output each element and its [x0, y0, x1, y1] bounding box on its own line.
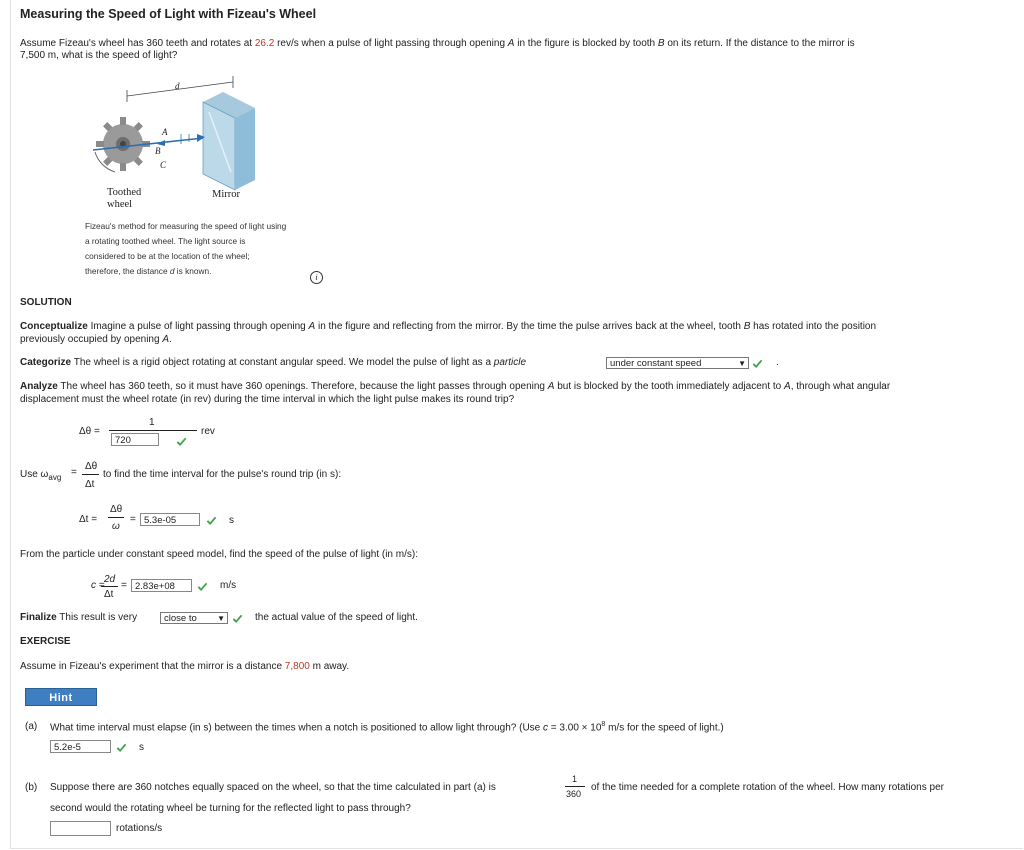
exercise-text: Assume in Fizeau's experiment that the mirror is a distance 7,800 m away.: [20, 661, 350, 672]
dtheta-fraction-bar: [109, 430, 197, 431]
part-a-text: What time interval must elapse (in s) between the times when a notch is positioned to allow light through? (Use $c = 3.00 \times 10^8$ m/s for the speed of light.): [50, 721, 724, 734]
dt-eq: =: [130, 514, 136, 525]
c-frac-num: 2d: [104, 574, 116, 585]
use-omega-label: Use $\omega_{avg}$: [20, 469, 62, 482]
label-a: A: [162, 127, 168, 137]
part-b-fraction-bar: [565, 786, 585, 787]
model-text: From the particle under constant speed model, find the speed of the pulse of light (in m/s):: [20, 549, 418, 560]
finalize-rest: the actual value of the speed of light.: [255, 612, 418, 623]
dt-lhs: Δt =: [79, 514, 98, 525]
checkmark-icon: [116, 742, 127, 753]
omega-fraction-bar: [82, 474, 99, 475]
problem-line-2: 7,500 m, what is the speed of light?: [20, 50, 178, 61]
label-c: C: [160, 160, 167, 170]
checkmark-icon: [206, 515, 217, 526]
part-b-input[interactable]: [50, 821, 111, 836]
part-b-frac-num: 1: [572, 774, 578, 784]
c-lhs: c =: [91, 580, 105, 591]
c-value-input[interactable]: 2.83e+08: [131, 579, 192, 592]
fizeau-figure: [85, 72, 285, 217]
use-omega-text: to find the time interval for the pulse's round trip (in s):: [103, 469, 342, 480]
dtheta-unit: rev: [201, 426, 215, 437]
problem-line-1: Assume Fizeau's wheel has 360 teeth and rotates at 26.2 rev/s when a pulse of light passing through opening A in the figure is blocked by tooth B on its return. If the distance to the mirror is: [20, 38, 855, 49]
part-b-line-2: second would the rotating wheel be turning for the reflected light to pass through?: [50, 803, 411, 814]
label-mirror: Mirror: [212, 189, 240, 200]
categorize-line: Categorize The wheel is a rigid object rotating at constant angular speed. We model the pulse of light as a particle: [20, 357, 527, 368]
dt-frac-num: Δθ: [110, 504, 123, 515]
solution-heading: SOLUTION: [20, 297, 72, 308]
checkmark-icon: [197, 581, 208, 592]
omega-frac-den: Δt: [85, 479, 95, 490]
checkmark-icon: [176, 436, 187, 447]
finalize-line: Finalize This result is very: [20, 612, 138, 623]
label-wheel: wheel: [107, 199, 133, 210]
rotation-rate: 26.2: [254, 38, 275, 49]
chevron-down-icon: ▼: [738, 359, 746, 368]
dtheta-denominator-input[interactable]: 720: [111, 433, 159, 446]
part-b-text-2: of the time needed for a complete rotation of the wheel. How many rotations per: [591, 782, 944, 793]
conceptualize-line-1: Conceptualize Imagine a pulse of light passing through opening A in the figure and reflecting from the mirror. By the time the pulse arrives back at the wheel, tooth B has rotated into the position: [20, 321, 877, 332]
checkmark-icon: [752, 358, 763, 369]
page-title: Measuring the Speed of Light with Fizeau's Wheel: [20, 7, 317, 21]
analyze-line-1: Analyze The wheel has 360 teeth, so it must have 360 openings. Therefore, because the light passes through opening A but is blocked by the tooth immediately adjacent to A, through what angular: [20, 381, 891, 392]
part-a-label: (a): [25, 721, 38, 732]
label-d: d: [175, 81, 180, 91]
conceptualize-line-2: previously occupied by opening A.: [20, 334, 172, 345]
dtheta-numerator: 1: [149, 417, 155, 428]
checkmark-icon: [232, 613, 243, 624]
part-b-label: (b): [25, 782, 38, 793]
part-a-unit: s: [139, 742, 144, 753]
c-fraction-bar: [101, 586, 118, 587]
dtheta-lhs: Δθ =: [79, 426, 100, 437]
use-omega-eq: =: [71, 467, 77, 478]
categorize-end: .: [776, 357, 779, 368]
dt-unit: s: [229, 515, 234, 526]
label-toothed: Toothed: [107, 187, 142, 198]
part-b-unit: rotations/s: [116, 823, 163, 834]
part-b-text-1: Suppose there are 360 notches equally spaced on the wheel, so that the time calculated in part (a) is: [50, 782, 496, 793]
dt-fraction-bar: [108, 517, 124, 518]
figure-caption: Fizeau's method for measuring the speed of light using a rotating toothed wheel. The light source is considered to be at the location of the wheel; therefore, the distance d is known.: [85, 221, 287, 276]
hint-button[interactable]: Hint: [25, 688, 97, 706]
analyze-line-2: displacement must the wheel rotate (in rev) during the time interval in which the light pulse makes its round trip?: [20, 394, 515, 405]
chevron-down-icon: ▼: [217, 614, 225, 623]
dt-value-input[interactable]: 5.3e-05: [140, 513, 200, 526]
c-unit: m/s: [220, 580, 237, 591]
label-b: B: [155, 146, 161, 156]
model-select[interactable]: under constant speed ▼: [606, 357, 749, 369]
omega-frac-num: Δθ: [85, 461, 98, 472]
dt-frac-den: ω: [112, 521, 120, 532]
part-b-frac-den: 360: [566, 789, 582, 799]
finalize-select[interactable]: close to ▼: [160, 612, 228, 624]
exercise-distance: 7,800: [284, 661, 310, 672]
c-eq: =: [121, 580, 127, 591]
info-icon[interactable]: i: [310, 271, 323, 284]
part-a-input[interactable]: 5.2e-5: [50, 740, 111, 753]
exercise-heading: EXERCISE: [20, 636, 71, 647]
c-frac-den: Δt: [104, 589, 114, 600]
